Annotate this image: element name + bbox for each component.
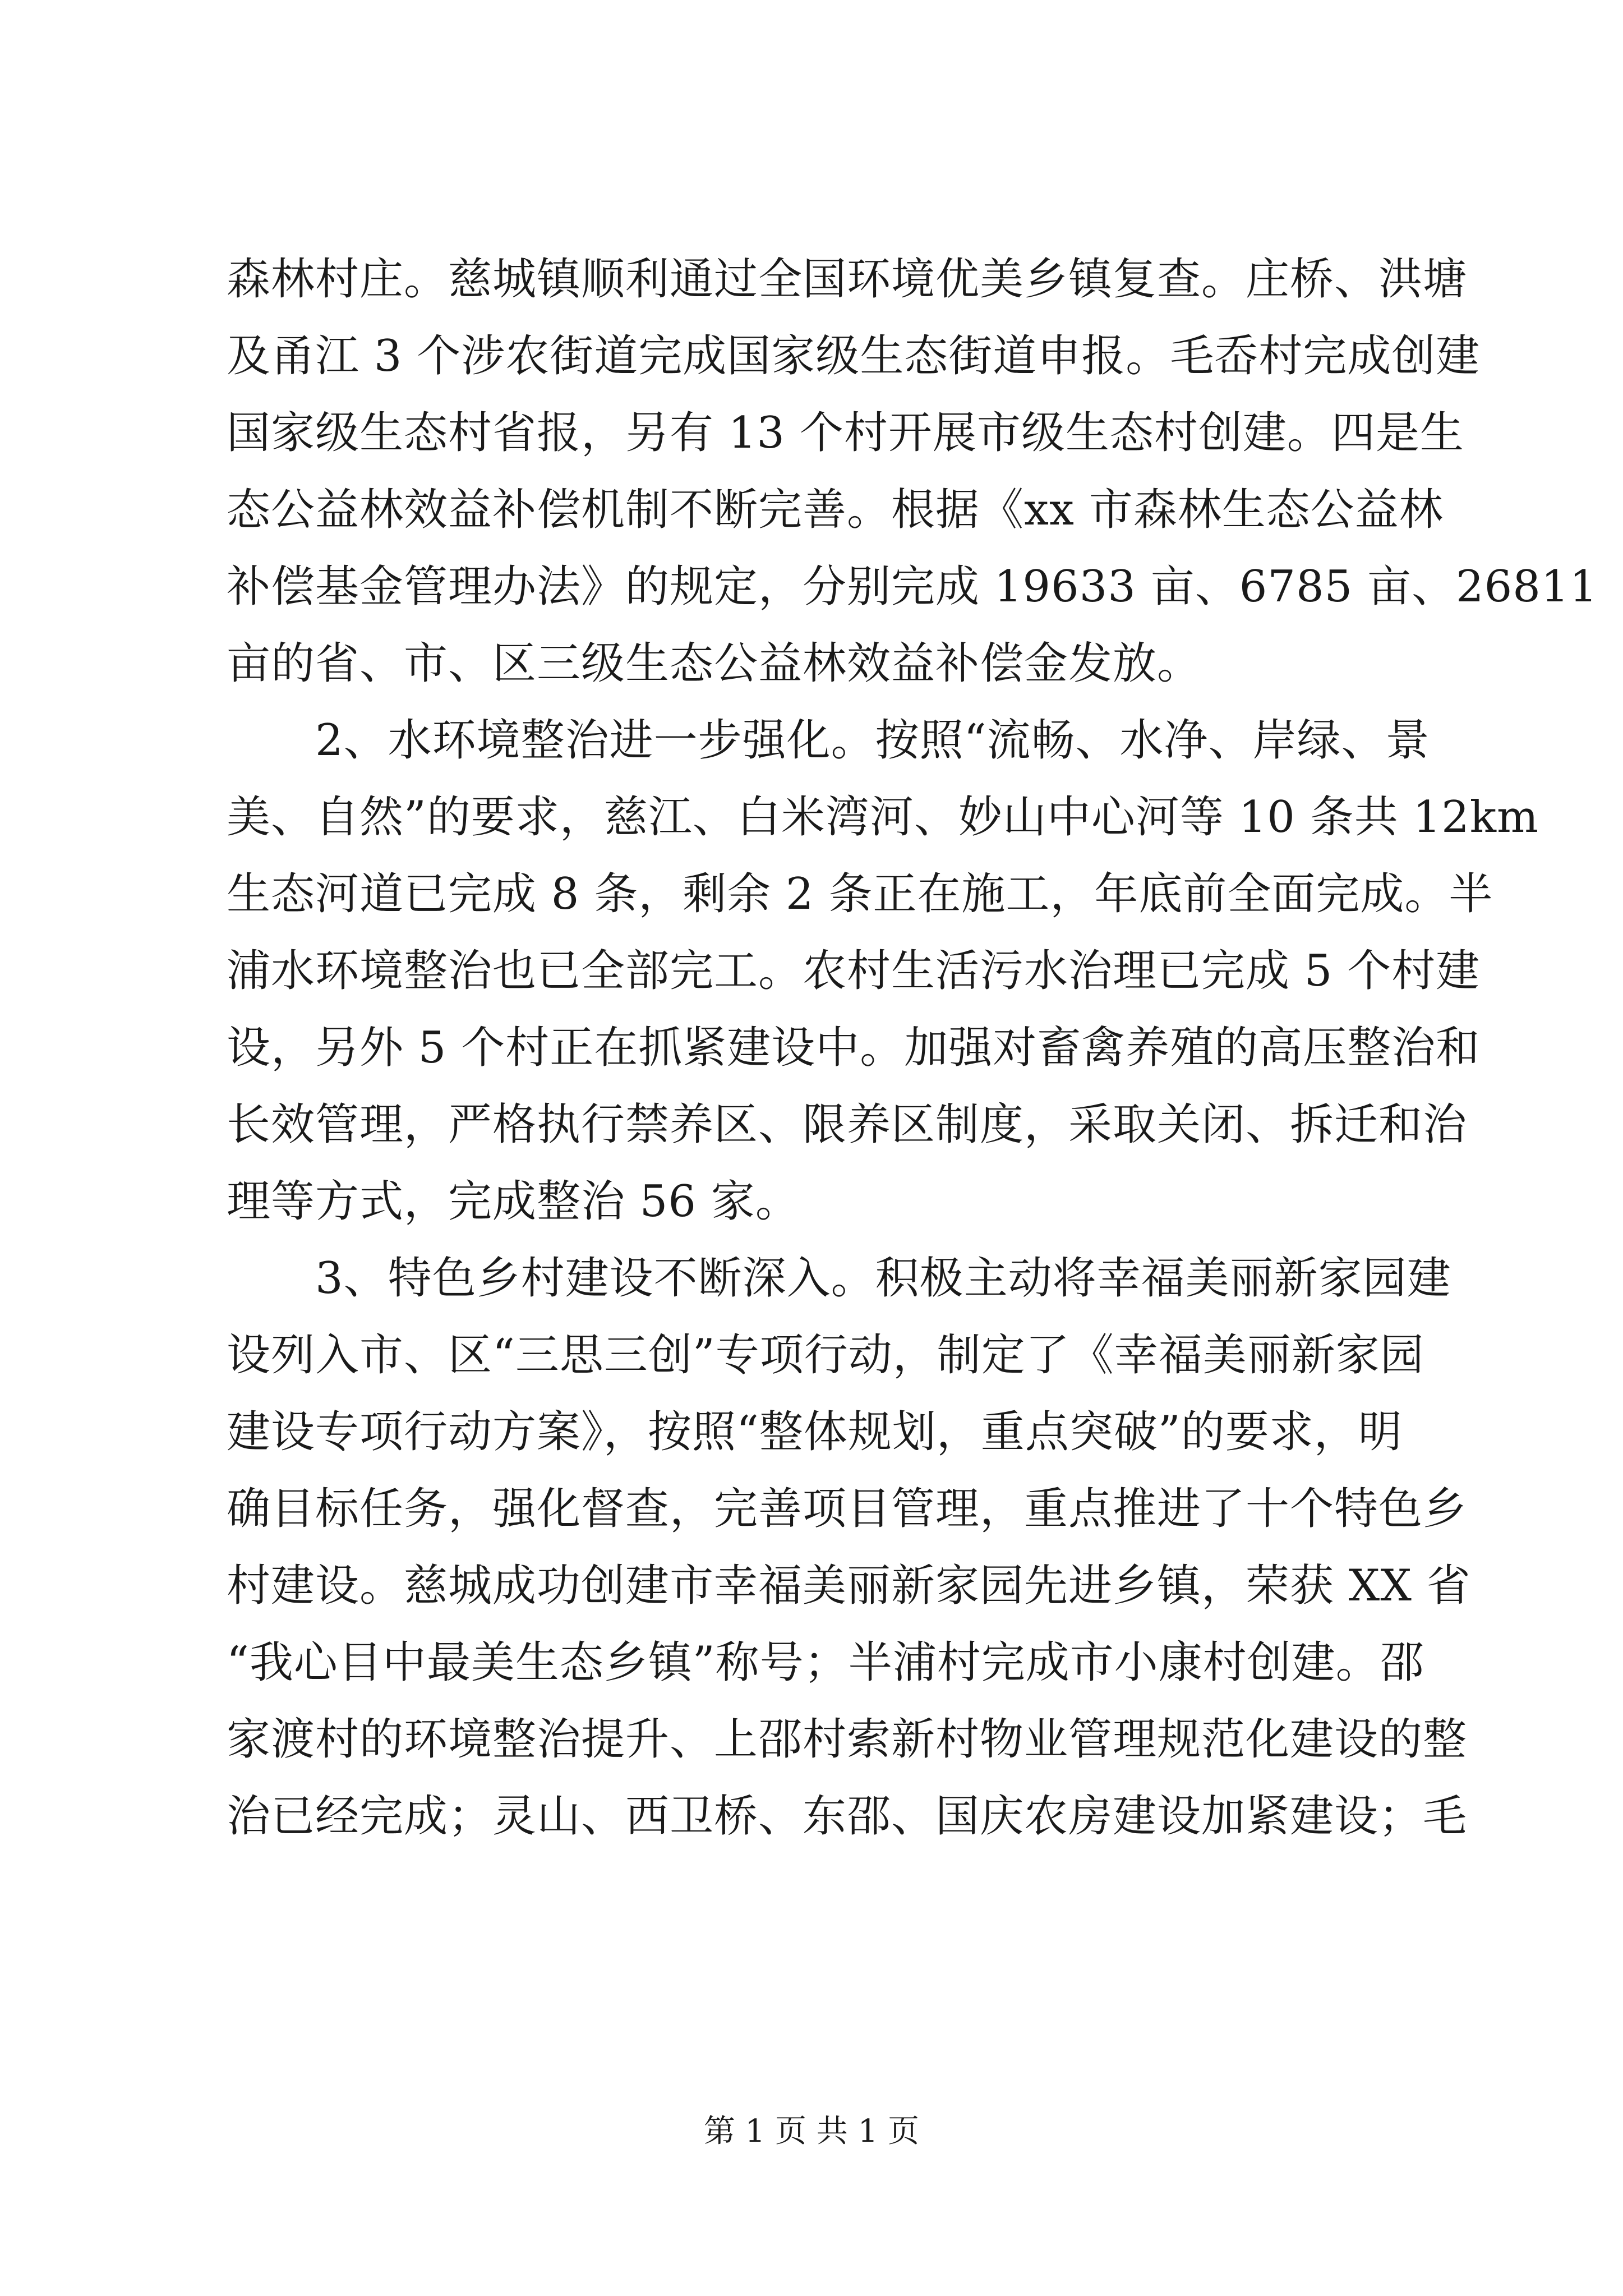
- text-line: 村建设。慈城成功创建市幸福美丽新家园先进乡镇，荣获 XX 省: [227, 1561, 1471, 1611]
- text-line: 森林村庄。慈城镇顺利通过全国环境优美乡镇复查。庄桥、洪塘: [227, 254, 1468, 305]
- text-line: 亩的省、市、区三级生态公益林效益补偿金发放。: [227, 638, 1202, 689]
- text-line: 态公益林效益补偿机制不断完善。根据《xx 市森林生态公益林: [227, 485, 1444, 535]
- text-line: 国家级生态村省报，另有 13 个村开展市级生态村创建。四是生: [227, 408, 1464, 458]
- page-number-footer: 第 1 页 共 1 页: [703, 2113, 920, 2150]
- text-line: 家渡村的环境整治提升、上邵村索新村物业管理规范化建设的整: [227, 1714, 1468, 1765]
- text-line: 设，另外 5 个村正在抓紧建设中。加强对畜禽养殖的高压整治和: [227, 1023, 1481, 1073]
- text-line: 理等方式，完成整治 56 家。: [227, 1176, 800, 1227]
- text-line: 浦水环境整治也已全部完工。农村生活污水治理已完成 5 个村建: [227, 946, 1481, 996]
- text-line: 设列入市、区“三思三创”专项行动，制定了《幸福美丽新家园: [227, 1330, 1424, 1381]
- text-line: 3、特色乡村建设不断深入。积极主动将幸福美丽新家园建: [227, 1253, 1451, 1304]
- text-line: 及甬江 3 个涉农街道完成国家级生态街道申报。毛岙村完成创建: [227, 331, 1481, 381]
- document-body: [227, 241, 1598, 1855]
- text-line: “我心目中最美生态乡镇”称号；半浦村完成市小康村创建。邵: [227, 1637, 1424, 1688]
- text-line: 确目标任务，强化督查，完善项目管理，重点推进了十个特色乡: [227, 1484, 1468, 1534]
- text-line: 2、水环境整治进一步强化。按照“流畅、水净、岸绿、景: [227, 715, 1430, 766]
- text-line: 生态河道已完成 8 条，剩余 2 条正在施工，年底前全面完成。半: [227, 869, 1493, 919]
- text-line: 长效管理，严格执行禁养区、限养区制度，采取关闭、拆迁和治: [227, 1099, 1468, 1150]
- text-line: 补偿基金管理办法》的规定，分别完成 19633 亩、6785 亩、26811: [227, 562, 1598, 612]
- text-line: 治已经完成；灵山、西卫桥、东邵、国庆农房建设加紧建设；毛: [227, 1791, 1468, 1842]
- text-line: 建设专项行动方案》，按照“整体规划，重点突破”的要求，明: [227, 1407, 1403, 1457]
- text-line: 美、自然”的要求，慈江、白米湾河、妙山中心河等 10 条共 12km: [227, 792, 1539, 843]
